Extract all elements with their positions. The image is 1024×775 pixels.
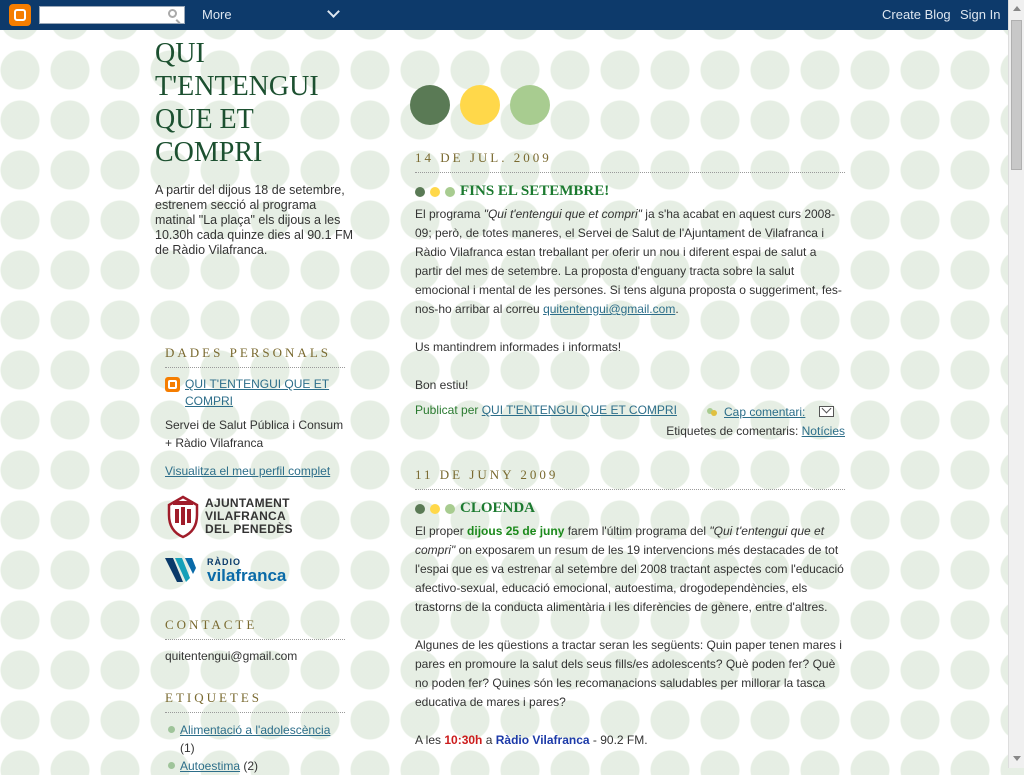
decorative-dot-light-green	[510, 85, 550, 125]
more-menu[interactable]: More	[202, 7, 232, 22]
email-link[interactable]: quitentengui@gmail.com	[543, 302, 676, 316]
blogger-profile-icon	[165, 377, 180, 392]
radio-vilafranca-logo[interactable]: RÀDIO vilafranca	[165, 556, 305, 588]
post-label-link[interactable]: Notícies	[801, 424, 845, 438]
blog-title[interactable]: QUI T'ENTENGUI QUE ET COMPRI	[155, 38, 319, 168]
profile-name-link[interactable]: QUI T'ENTENGUI QUE ET COMPRI	[185, 377, 330, 408]
scrollbar-thumb[interactable]	[1011, 20, 1022, 170]
post-title[interactable]: FINS EL SETEMBRE!	[415, 183, 845, 201]
coat-of-arms-icon	[165, 493, 201, 539]
sign-in-link[interactable]: Sign In	[960, 7, 1001, 22]
view-full-profile-link[interactable]: Visualitza el meu perfil complet	[165, 464, 331, 478]
search-icon[interactable]	[168, 9, 177, 18]
contact-email: quitentengui@gmail.com	[165, 649, 298, 663]
label-link[interactable]: Alimentació a l'adolescència	[180, 723, 331, 737]
comments-icon	[707, 408, 717, 416]
labels-list	[165, 721, 345, 775]
post-title-dots-icon	[415, 187, 455, 197]
profile-about: Servei de Salut Pública i Consum + Ràdio Vilafranca	[165, 418, 344, 450]
label-link[interactable]: Autoestima	[180, 759, 241, 773]
post-labels: Etiquetes de comentaris: Notícies	[666, 424, 845, 438]
ajuntament-vilafranca-logo[interactable]	[165, 493, 295, 539]
profile-heading: DADES PERSONALS	[165, 345, 345, 368]
ajuntament-logo-text: AJUNTAMENT VILAFRANCA DEL PENEDÈS	[205, 496, 293, 536]
radio-wave-icon	[165, 556, 203, 584]
comments-link[interactable]: Cap comentari:	[724, 405, 806, 419]
blogger-navbar	[0, 0, 1008, 30]
chevron-down-icon[interactable]	[327, 5, 340, 18]
email-post-icon[interactable]	[819, 406, 834, 417]
published-by-label: Publicat per	[415, 403, 479, 417]
create-blog-link[interactable]: Create Blog	[882, 7, 951, 22]
decorative-dot-dark-green	[410, 85, 450, 125]
post-body: El proper dijous 25 de juny farem l'últim programa del "Qui t'entengui que et compri" on exposarem un resum de les 19 intervencions més destacades de tot l'espai que es va estrenar al setembre del 2008 tractant aspectes com l'educació afectivo-sexual, educació emocional, autoestima, drogodependències, els trastorns de la conducta alimentària i les diferències de gènere, entre d'altres. Algunes de les qüestions a tractar seran les següents: Quin paper tenen mares i pares en promoure la salut dels seus fills/es adolescents? Què poden fer? Què no poden fer? Quines són les recomanacions saludables per millorar la tasca educativa de mares i pares? A les 10:30h a Ràdio Vilafranca - 90.2 FM.	[415, 524, 844, 747]
list-item: Autoestima (2)	[165, 757, 345, 775]
list-item: Alimentació a l'adolescència (1)	[165, 721, 345, 757]
scroll-down-arrow-icon[interactable]	[1013, 756, 1021, 761]
blog-description: A partir del dijous 18 de setembre, estrenem secció al programa matinal "La plaça" els dijous a les 10.30h cada quinze dies al 90.1 FM de Ràdio Vilafranca.	[155, 183, 354, 257]
post-date-header: 14 DE JUL. 2009	[415, 150, 845, 173]
decorative-dot-yellow	[460, 85, 500, 125]
post-date-header: 11 DE JUNY 2009	[415, 467, 845, 490]
author-link[interactable]: QUI T'ENTENGUI QUE ET COMPRI	[481, 403, 677, 417]
post-title[interactable]: CLOENDA	[415, 500, 845, 518]
contact-heading: CONTACTE	[165, 617, 345, 640]
scroll-up-arrow-icon[interactable]	[1013, 6, 1021, 11]
labels-heading: ETIQUETES	[165, 690, 345, 713]
vertical-scrollbar[interactable]	[1008, 0, 1024, 768]
post-body: El programa "Qui t'entengui que et compri" ja s'ha acabat en aquest curs 2008-09; però, de totes maneres, el Servei de Salut de l'Ajuntament de Vilafranca i Ràdio Vilafranca estan treballant per oferir un nou i diferent espai de salut a partir del mes de setembre. La proposta d'enguany tracta sobre la salut emocional i mental de les persones. Si tens alguna proposta o suggeriment, fes-nos-ho arribar al correu quitentengui@gmail.com. Us mantindrem informades i informats! Bon estiu!	[415, 207, 842, 392]
search-input[interactable]	[39, 6, 185, 24]
post-title-dots-icon	[415, 504, 455, 514]
blogger-logo-icon[interactable]	[9, 4, 31, 26]
post-footer	[415, 403, 845, 421]
